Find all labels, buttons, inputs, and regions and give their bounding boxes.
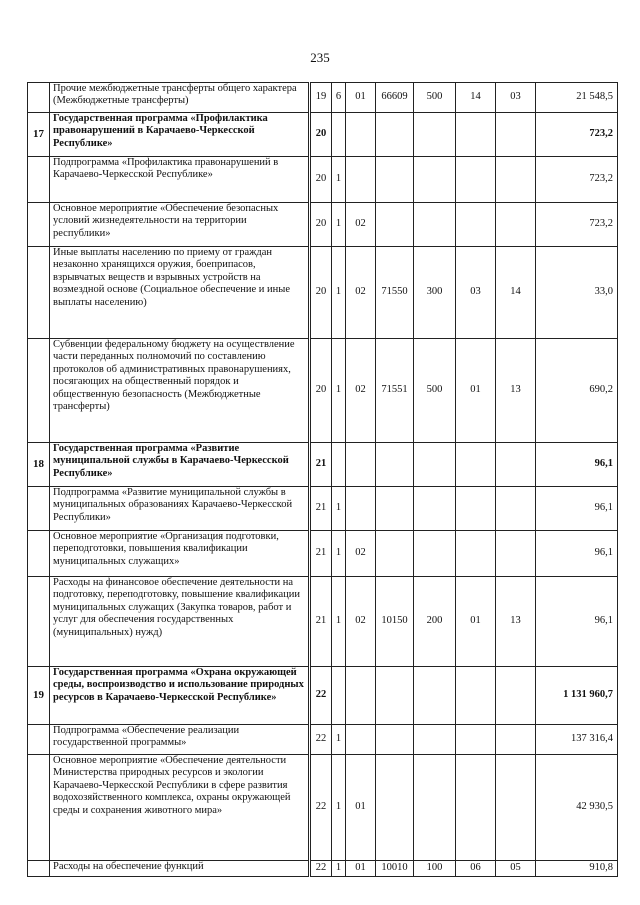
table-row: Подпрограмма «Профилактика правонарушений в Карачаево-Черкесской Республике» 20 1 723,2 bbox=[28, 157, 618, 203]
table-row: Основное мероприятие «Организация подготовки, переподготовки, повышения квалификации муниципальных служащих» 21 1 02 96,1 bbox=[28, 531, 618, 577]
row-name: Расходы на обеспечение функций bbox=[50, 861, 310, 877]
row-name: Государственная программа «Охрана окружающей среды, воспроизводство и использование природных ресурсов в Карачаево-Черкесской Республике» bbox=[50, 667, 310, 725]
table-row: Основное мероприятие «Обеспечение безопасных условий жизнедеятельности на территории республики» 20 1 02 723,2 bbox=[28, 203, 618, 247]
row-name: Государственная программа «Развитие муниципальной службы в Карачаево-Черкесской Республике» bbox=[50, 443, 310, 487]
row-name: Иные выплаты населению по приему от граждан незаконно хранящихся оружия, боеприпасов, взрывчатых веществ и взрывных устройств на возмездной основе (Социальное обеспечение и иные выплаты населению) bbox=[50, 247, 310, 339]
row-amount: 723,2 bbox=[536, 157, 618, 203]
row-name: Основное мероприятие «Обеспечение безопасных условий жизнедеятельности на территории республики» bbox=[50, 203, 310, 247]
table-row: Подпрограмма «Развитие муниципальной службы в муниципальных образованиях Карачаево-Черкесской Республики» 21 1 96,1 bbox=[28, 487, 618, 531]
row-name: Подпрограмма «Обеспечение реализации государственной программы» bbox=[50, 725, 310, 755]
row-name: Государственная программа «Профилактика правонарушений в Карачаево-Черкесской Республике» bbox=[50, 113, 310, 157]
row-name: Подпрограмма «Профилактика правонарушений в Карачаево-Черкесской Республике» bbox=[50, 157, 310, 203]
row-amount: 137 316,4 bbox=[536, 725, 618, 755]
row-amount: 33,0 bbox=[536, 247, 618, 339]
page-number: 235 bbox=[310, 50, 330, 65]
row-name: Основное мероприятие «Организация подготовки, переподготовки, повышения квалификации муниципальных служащих» bbox=[50, 531, 310, 577]
row-amount: 96,1 bbox=[536, 577, 618, 667]
row-amount: 723,2 bbox=[536, 113, 618, 157]
row-name: Прочие межбюджетные трансферты общего характера (Межбюджетные трансферты) bbox=[50, 83, 310, 113]
table-row: Подпрограмма «Обеспечение реализации государственной программы» 22 1 137 316,4 bbox=[28, 725, 618, 755]
row-amount: 21 548,5 bbox=[536, 83, 618, 113]
row-name: Основное мероприятие «Обеспечение деятельности Министерства природных ресурсов и экологии Карачаево-Черкесской Республики в сфере развития водохозяйственного комплекса, охраны окружающей среды и сохранения животного мира» bbox=[50, 755, 310, 861]
table-row: 19 Государственная программа «Охрана окружающей среды, воспроизводство и использование природных ресурсов в Карачаево-Черкесской Республике» 22 1 131 960,7 bbox=[28, 667, 618, 725]
table-row: Прочие межбюджетные трансферты общего характера (Межбюджетные трансферты) 19 6 01 66609 500 14 03 21 548,5 bbox=[28, 83, 618, 113]
table-row: Основное мероприятие «Обеспечение деятельности Министерства природных ресурсов и экологии Карачаево-Черкесской Республики в сфере развития водохозяйственного комплекса, охраны окружающей среды и сохранения животного мира» 22 1 01 42 930,5 bbox=[28, 755, 618, 861]
row-amount: 96,1 bbox=[536, 443, 618, 487]
row-amount: 690,2 bbox=[536, 339, 618, 443]
row-amount: 96,1 bbox=[536, 531, 618, 577]
row-amount: 42 930,5 bbox=[536, 755, 618, 861]
table-row: Расходы на финансовое обеспечение деятельности на подготовку, переподготовку, повышение квалификации муниципальных служащих (Закупка товаров, работ и услуг для обеспечения государственных (муниципальных) нужд) 21 1 02 10150 200 01 13 96,1 bbox=[28, 577, 618, 667]
table-row: Расходы на обеспечение функций 22 1 01 10010 100 06 05 910,8 bbox=[28, 861, 618, 877]
row-amount: 1 131 960,7 bbox=[536, 667, 618, 725]
table-row: 18 Государственная программа «Развитие муниципальной службы в Карачаево-Черкесской Республике» 21 96,1 bbox=[28, 443, 618, 487]
row-name: Расходы на финансовое обеспечение деятельности на подготовку, переподготовку, повышение квалификации муниципальных служащих (Закупка товаров, работ и услуг для обеспечения государственных (муниципальных) нужд) bbox=[50, 577, 310, 667]
row-name: Субвенции федеральному бюджету на осуществление части переданных полномочий по составлению протоколов об административных правонарушениях, посягающих на общественный порядок и общественную безопасность (Межбюджетные трансферты) bbox=[50, 339, 310, 443]
table-row: 17 Государственная программа «Профилактика правонарушений в Карачаево-Черкесской Республике» 20 723,2 bbox=[28, 113, 618, 157]
row-amount: 723,2 bbox=[536, 203, 618, 247]
row-amount: 96,1 bbox=[536, 487, 618, 531]
table-row: Иные выплаты населению по приему от граждан незаконно хранящихся оружия, боеприпасов, взрывчатых веществ и взрывных устройств на возмездной основе (Социальное обеспечение и иные выплаты населению) 20 1 02 71550 300 03 14 33,0 bbox=[28, 247, 618, 339]
row-amount: 910,8 bbox=[536, 861, 618, 877]
row-name: Подпрограмма «Развитие муниципальной службы в муниципальных образованиях Карачаево-Черкесской Республики» bbox=[50, 487, 310, 531]
budget-table bbox=[27, 82, 618, 877]
table-row: Субвенции федеральному бюджету на осуществление части переданных полномочий по составлению протоколов об административных правонарушениях, посягающих на общественный порядок и общественную безопасность (Межбюджетные трансферты) 20 1 02 71551 500 01 13 690,2 bbox=[28, 339, 618, 443]
